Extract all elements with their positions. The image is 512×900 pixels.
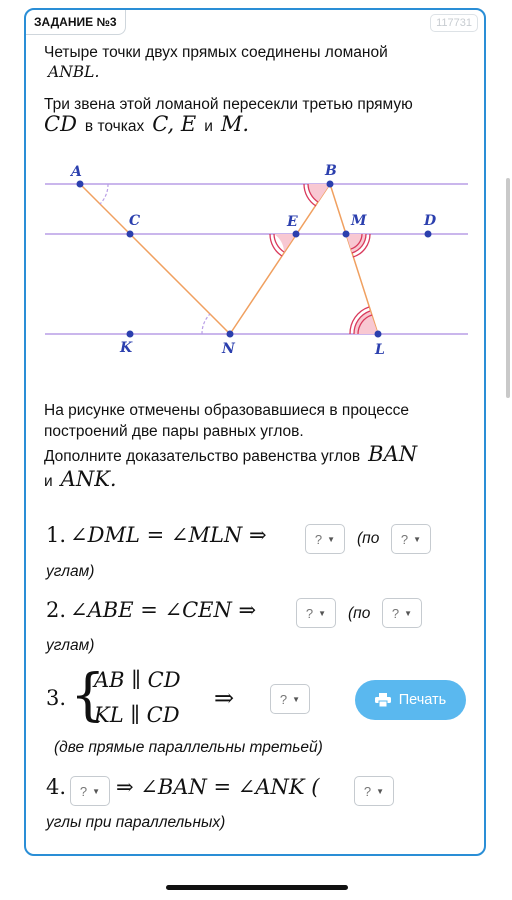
home-indicator[interactable]	[166, 885, 348, 890]
description-p2-line2	[44, 469, 117, 492]
step-1-tail: углам)	[46, 563, 95, 580]
angle-ank-arc	[202, 314, 210, 334]
step-2	[46, 598, 256, 622]
chevron-down-icon: ▼	[404, 608, 413, 618]
step-2-po: (по	[348, 605, 371, 622]
label-c: C	[129, 213, 141, 229]
intro-in-points: в точках	[84, 118, 145, 135]
step-2-num: 2.	[46, 598, 67, 622]
label-d: D	[424, 213, 437, 229]
point-b-dot	[327, 181, 334, 188]
printer-icon	[375, 693, 391, 707]
label-a: A	[71, 164, 82, 180]
step-3-num: 3.	[46, 686, 67, 710]
step-3-dropdown-1[interactable]: ? ▼	[270, 684, 310, 714]
angle-ank: ANK.	[60, 467, 117, 491]
intro-line1: Четыре точки двух прямых соединены ломаной	[44, 44, 388, 61]
description-p2	[44, 444, 417, 467]
label-k: K	[120, 340, 133, 356]
intro-line2	[44, 114, 249, 137]
points-ce: C, E	[152, 112, 197, 136]
point-a-dot	[77, 181, 84, 188]
point-l-dot	[375, 331, 382, 338]
step-3-brace: {	[70, 663, 106, 728]
step-1	[46, 523, 267, 547]
point-n-dot	[227, 331, 234, 338]
point-k-dot	[127, 331, 134, 338]
step-1-formula: ∠DML = ∠MLN ⇒	[70, 523, 267, 547]
step-1-po: (по	[357, 530, 380, 547]
label-b: B	[325, 163, 337, 179]
step-4-num: 4.	[46, 775, 67, 799]
step-1-dropdown-1[interactable]: ? ▼	[305, 524, 345, 554]
step-2-formula: ∠ABE = ∠CEN ⇒	[70, 598, 257, 622]
step-4-tail: углы при параллельных)	[46, 814, 226, 831]
point-m: M.	[220, 112, 250, 136]
label-n: N	[222, 341, 235, 357]
print-label: Печать	[398, 692, 447, 708]
description-p2a: Дополните доказательство равенства углов	[44, 448, 361, 465]
step-4-formula: ⇒ ∠BAN = ∠ANK (	[116, 775, 320, 799]
scrollbar[interactable]	[506, 178, 510, 398]
intro-and: и	[204, 118, 213, 135]
angle-abe-fill	[308, 184, 330, 202]
point-e-dot	[293, 231, 300, 238]
step-3-arrow: ⇒	[214, 684, 235, 712]
step-2-dropdown-2[interactable]: ? ▼	[382, 598, 422, 628]
chevron-down-icon: ▼	[292, 694, 301, 704]
line-cd: CD	[44, 112, 77, 136]
task-label: ЗАДАНИЕ №3	[26, 10, 126, 35]
step-2-dropdown-1[interactable]: ? ▼	[296, 598, 336, 628]
geometry-figure	[40, 160, 480, 360]
step-1-dropdown-2[interactable]: ? ▼	[391, 524, 431, 554]
step-1-num: 1.	[46, 523, 67, 547]
description-p2b: и	[44, 473, 53, 490]
step-3-sys2: KL ∥ CD	[94, 703, 180, 727]
label-e: E	[287, 214, 298, 230]
point-c-dot	[127, 231, 134, 238]
polyline-anbl	[80, 184, 378, 334]
task-id: 117731	[430, 14, 478, 32]
chevron-down-icon: ▼	[327, 534, 336, 544]
chevron-down-icon: ▼	[92, 786, 101, 796]
step-3-sys1: AB ∥ CD	[94, 668, 181, 692]
step-4-dropdown-1[interactable]: ? ▼	[70, 776, 110, 806]
point-d-dot	[425, 231, 432, 238]
step-3-tail: (две прямые параллельны третьей)	[54, 739, 323, 756]
label-l: L	[375, 342, 385, 358]
step-4-dropdown-2[interactable]: ? ▼	[354, 776, 394, 806]
chevron-down-icon: ▼	[413, 534, 422, 544]
print-button[interactable]	[355, 680, 466, 720]
intro-line2a: Три звена этой ломаной пересекли третью прямую	[44, 96, 413, 113]
point-m-dot	[343, 231, 350, 238]
description-p1: На рисунке отмечены образовавшиеся в процессе построений две пары равных углов.	[44, 402, 409, 440]
step-2-tail: углам)	[46, 637, 95, 654]
chevron-down-icon: ▼	[318, 608, 327, 618]
label-m: M	[351, 213, 367, 229]
angle-ban-arc	[100, 184, 108, 204]
angle-cen-fill	[274, 234, 296, 252]
chevron-down-icon: ▼	[376, 786, 385, 796]
intro-polyline: ANBL.	[48, 63, 100, 81]
angle-ban: BAN	[368, 442, 418, 466]
